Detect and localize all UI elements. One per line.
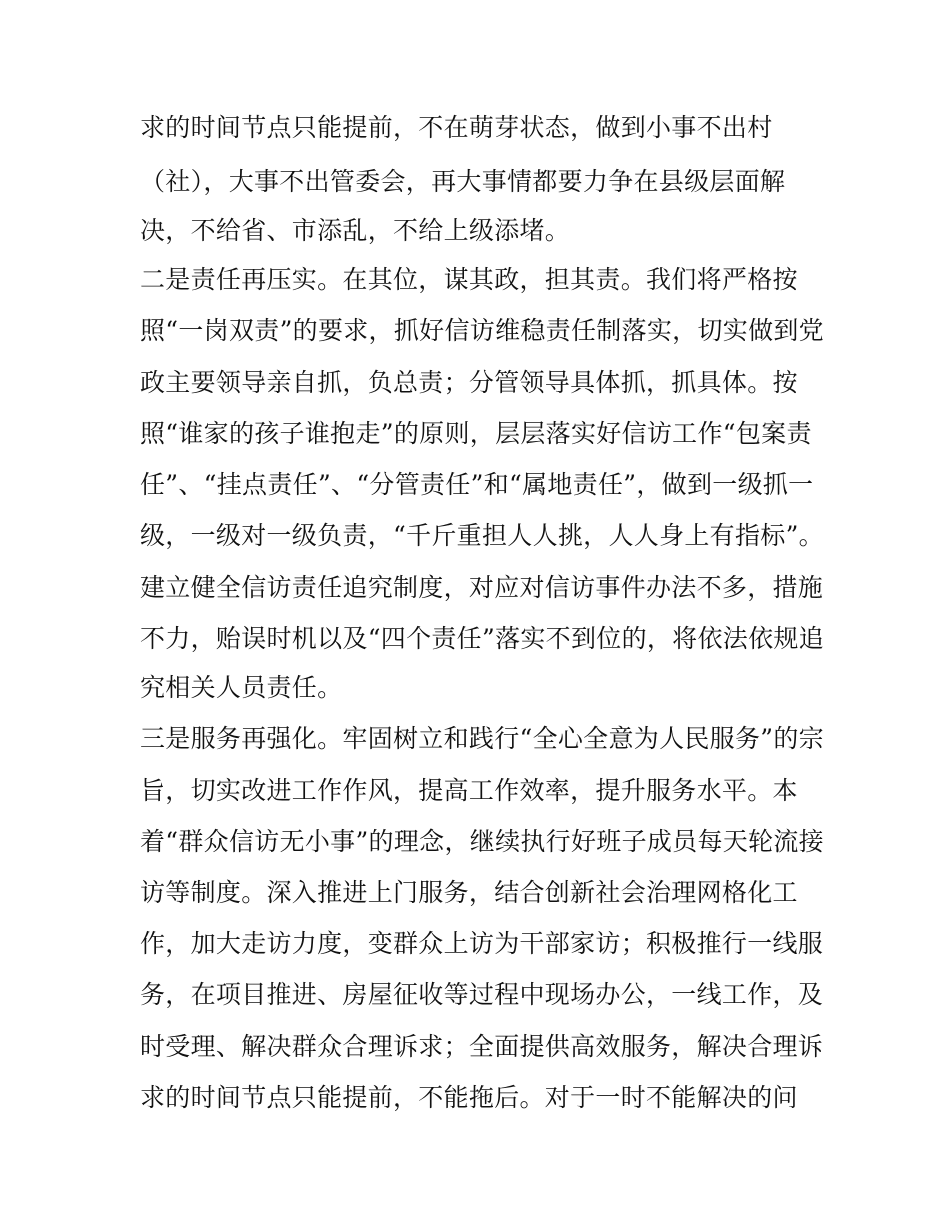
text-line: 时受理、解决群众合理诉求；全面提供高效服务，解决合理诉 bbox=[140, 1032, 824, 1061]
text-line: 着“群众信访无小事”的理念，继续执行好班子成员每天轮流接 bbox=[140, 827, 824, 856]
text-line: 决，不给省、市添乱，不给上级添堵。 bbox=[140, 216, 571, 245]
text-line: 不力，贻误时机以及“四个责任”落实不到位的，将依法依规追 bbox=[140, 624, 824, 653]
text-line: 究相关人员责任。 bbox=[140, 673, 343, 702]
text-line: 任”、“挂点责任”、“分管责任”和“属地责任”，做到一级抓一 bbox=[140, 470, 814, 499]
text-line: 照“一岗双责”的要求，抓好信访维稳责任制落实，切实做到党 bbox=[140, 316, 824, 345]
text-line: （社），大事不出管委会，再大事情都要力争在县级层面解 bbox=[140, 167, 786, 196]
text-line: 照“谁家的孩子谁抱走”的原则，层层落实好信访工作“包案责 bbox=[140, 419, 812, 448]
text-line: 级，一级对一级负责，“千斤重担人人挑，人人身上有指标”。 bbox=[140, 521, 824, 550]
text-line: 务，在项目推进、房屋征收等过程中现场办公，一线工作，及 bbox=[140, 980, 824, 1009]
text-line: 作，加大走访力度，变群众上访为干部家访；积极推行一线服 bbox=[140, 929, 824, 958]
text-line: 求的时间节点只能提前，不在萌芽状态，做到小事不出村 bbox=[140, 113, 773, 142]
text-line: 访等制度。深入推进上门服务，结合创新社会治理网格化工 bbox=[140, 878, 798, 907]
text-line: 旨，切实改进工作作风，提高工作效率，提升服务水平。本 bbox=[140, 776, 798, 805]
text-line: 政主要领导亲自抓，负总责；分管领导具体抓，抓具体。按 bbox=[140, 368, 798, 397]
text-line: 二是责任再压实。在其位，谋其政，担其责。我们将严格按 bbox=[140, 265, 798, 294]
text-line: 三是服务再强化。牢固树立和践行“全心全意为人民服务”的宗 bbox=[140, 724, 824, 753]
text-line: 建立健全信访责任追究制度，对应对信访事件办法不多，措施 bbox=[140, 573, 824, 602]
text-line: 求的时间节点只能提前，不能拖后。对于一时不能解决的问 bbox=[140, 1083, 798, 1112]
